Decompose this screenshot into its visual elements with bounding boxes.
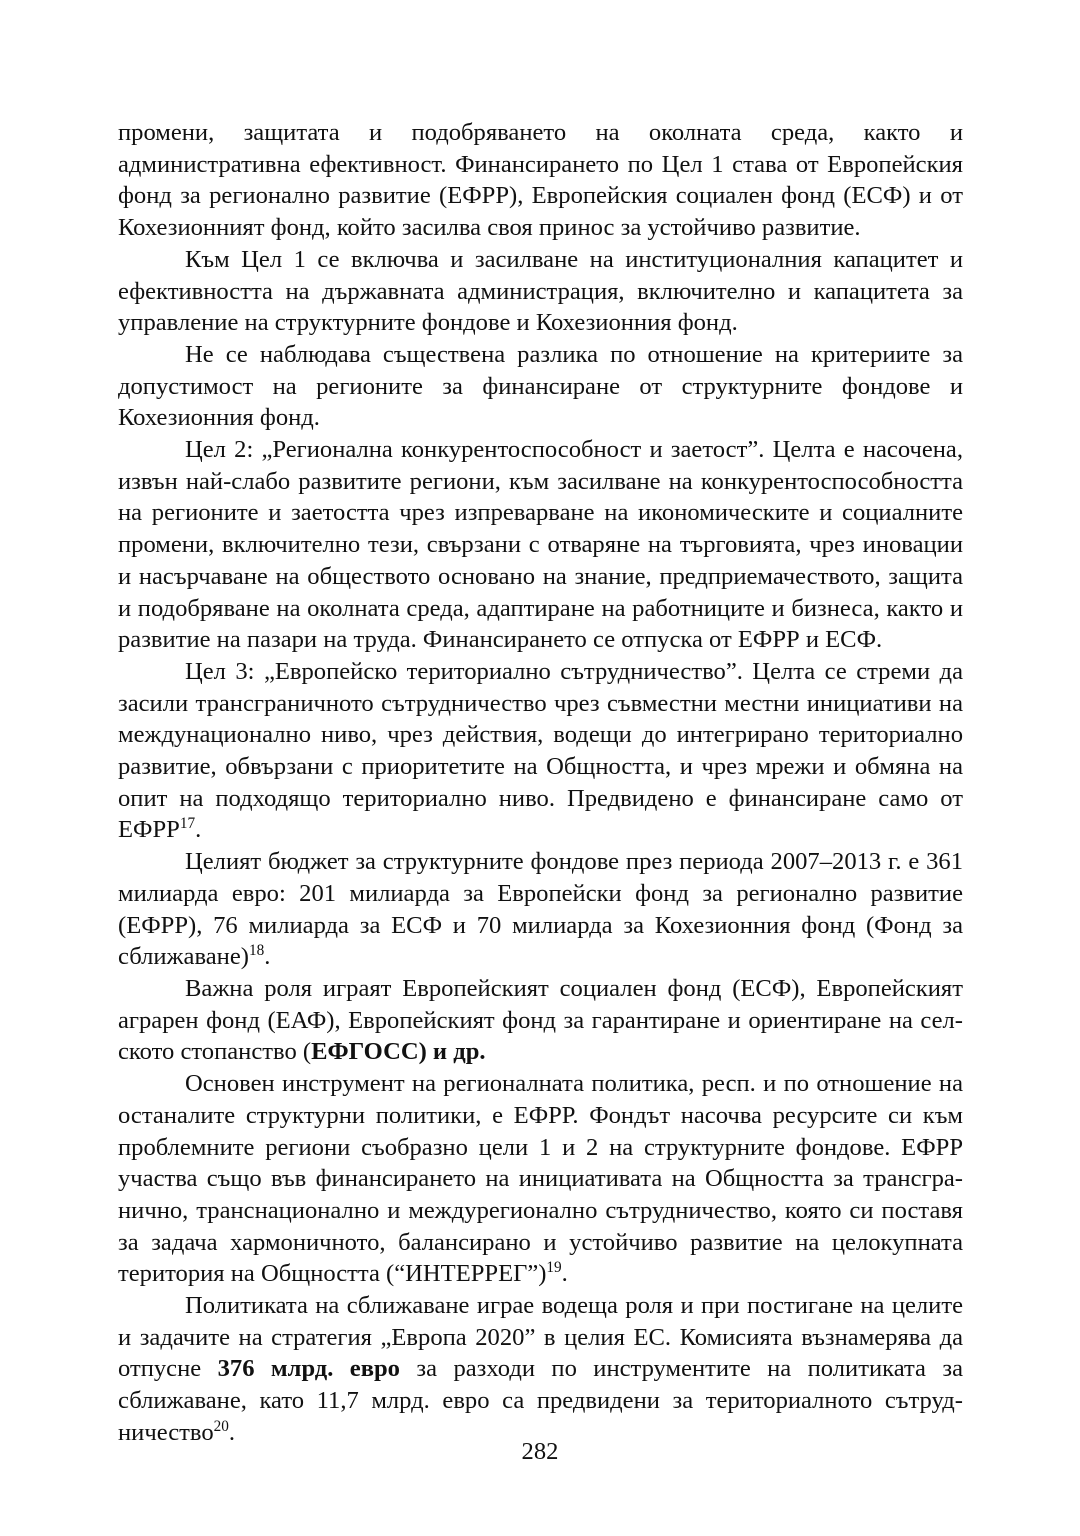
paragraph-tail: . <box>195 816 202 844</box>
paragraph-text: Основен инструмент на регионалната политика, респ. и по отношение на останалите структурни политики, е ЕФРР. Фондът насочва ресурсите си към проблемните региони съобразно цели 1 и 2 на структурните фондове. ЕФРР участва също във финансирането на инициативата на Общността за трансгранично, транснационално и междурегионално сътрудничество, която си поставя за задача хармоничното, балансирано и устойчиво развитие на целокупната територия на Общността (“ИНТЕРРЕГ”) <box>118 1070 963 1288</box>
paragraph-text: Не се наблюдава съществена разлика по отношение на критериите за допустимост на регионите за финансиране от структурните фондове и Кохезионния фонд. <box>118 340 963 432</box>
paragraph-text: Политиката на сближаване играе водеща роля и при постигане на целите и задачите на стратегия „Европа 2020” в целия ЕС. Комисията възнамерява да отпусне <box>118 1292 963 1383</box>
paragraph-text-rest: за разходи по инструментите на политиката за сближаване, като 11,7 млрд. евро са предвидени за териториалното сътрудничество <box>118 1355 963 1446</box>
paragraph-text: промени, защитата и подобряването на околната среда, както и административна ефективност. Финансирането по Цел 1 става от Европейския фонд за регионално развитие (ЕФРР), Европейския социален фонд (ЕСФ) и от Кохезионният фонд, който засилва своя принос за устойчиво развитие. <box>118 119 963 242</box>
page-number: 282 <box>521 1438 559 1465</box>
paragraph-text: Към Цел 1 се включва и засилване на институционалния капацитет и ефективността на държавната администрация, включително и капацитета за управление на структурните фондове и Кохезионния фонд. <box>118 245 963 337</box>
paragraph-text: Цел 3: „Европейско териториално сътрудничество”. Целта се стреми да засили трансграничното сътрудничество чрез съвместни местни инициативи на междунационално ниво, чрез действия, водещи до интегрирано териториално развитие, обвързани с приоритетите на Общността, и чрез мрежи и обмяна на опит на подходящо териториално ниво. Предвидено е финансиране само от ЕФРР <box>118 657 963 844</box>
paragraph-text: Цел 2: „Регионална конкурентоспособност и заетост”. Целта е насочена, извън най-слабо развитите региони, към засилване на конкурентоспособността на регионите и заетостта чрез изпреварване на икономическите и социалните промени, включително тези, свързани с отваряне на търговията, чрез иновации и насърчаване на обществото основано на знание, предприемачеството, защита и подобряване на околната среда, адаптиране на работниците и бизнеса, както и развитие на пазари на труда. Финансирането се отпуска от ЕФРР и ЕСФ. <box>118 436 963 654</box>
paragraph-1 <box>118 117 963 244</box>
paragraph-tail: . <box>228 1418 236 1446</box>
page-body <box>118 117 963 1449</box>
paragraph-goal-3 <box>118 656 963 846</box>
paragraph-tail: . <box>561 1260 568 1288</box>
paragraph-budget <box>118 846 963 973</box>
footnote-ref-20[interactable]: 20 <box>213 1417 229 1435</box>
bold-text: ЕФГОСС) и др. <box>311 1038 486 1066</box>
paragraph-3 <box>118 339 963 434</box>
footnote-ref-17[interactable]: 17 <box>179 815 196 833</box>
footnote-ref-19[interactable]: 19 <box>546 1259 562 1277</box>
paragraph-text: Целият бюджет за структурните фондове през периода 2007–2013 г. е 361 милиарда евро: 201 милиарда за Европейски фонд за регионално развитие (ЕФРР), 76 милиарда за ЕСФ и 70 милиарда за Кохезионния фонд (Фонд за сближаване) <box>118 848 963 971</box>
paragraph-main-instrument <box>118 1068 963 1290</box>
footnote-ref-18[interactable]: 18 <box>248 942 265 960</box>
paragraph-funds-role <box>118 973 963 1068</box>
paragraph-cohesion-policy <box>118 1290 963 1449</box>
bold-text: 376 млрд. евро <box>217 1355 400 1383</box>
paragraph-tail: . <box>264 943 271 971</box>
paragraph-text: Важна роля играят Европейският социален фонд (ЕСФ), Европейският аграрен фонд (ЕАФ), Европейският фонд за гарантиране и ориентиране на селското стопанство ( <box>118 974 963 1066</box>
paragraph-2 <box>118 244 963 339</box>
paragraph-goal-2 <box>118 434 963 656</box>
